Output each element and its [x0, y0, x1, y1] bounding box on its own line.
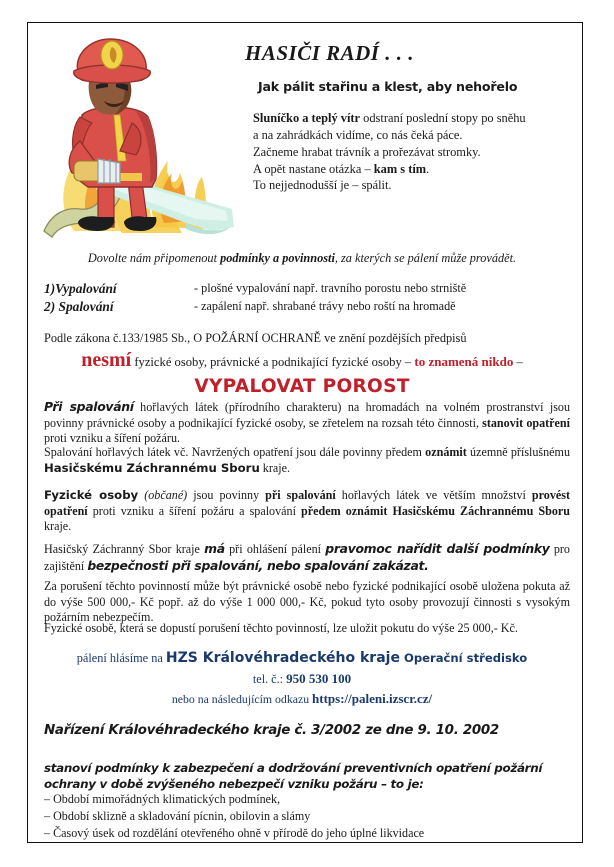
- p3-bi2: pravomoc nařídit další podmínky: [325, 541, 550, 556]
- page-subtitle: Jak pálit stařinu a klest, aby nehořelo: [258, 79, 518, 94]
- definition-label: 2) Spalování: [44, 299, 114, 314]
- red-tail: –: [513, 355, 523, 369]
- definition-desc: - plošné vypalování např. travního porostu nebo strniště: [194, 281, 467, 295]
- p2-mid3: proti vzniku a šíření požáru a spalování: [87, 503, 302, 518]
- lead-paragraph: [233, 110, 578, 194]
- list-item: – Období mimořádných klimatických podmínek,: [44, 792, 281, 806]
- contact-block: [28, 648, 576, 708]
- lead-line2: a na zahrádkách vidíme, co nás čeká páce.: [253, 127, 463, 142]
- header-block: [233, 41, 578, 194]
- law-reference: Podle zákona č.133/1985 Sb., O POŽÁRNÍ OCHRANĚ ve znění pozdějších předpisů: [44, 331, 467, 345]
- p2-italic: (občané): [138, 488, 188, 502]
- contact-department: Operační středisko: [399, 651, 528, 665]
- p3-mid2: pro zajištění: [44, 542, 570, 573]
- link-pre: nebo na následujícím odkazu: [171, 691, 313, 706]
- red-nesmi-word: nesmí: [81, 349, 132, 371]
- p1-heading: Při spalování: [44, 399, 134, 414]
- p2-bold2: při spalování: [265, 488, 336, 502]
- p1b-mid: územně příslušnému: [466, 445, 571, 459]
- contact-phone-line: [28, 669, 576, 689]
- p3-bi1: má: [204, 541, 225, 556]
- p1-bold: stanovit opatření: [482, 415, 570, 430]
- lead-line3: Začneme hrabat trávník a prořezávat stromky.: [253, 144, 481, 159]
- helmet-icon: [74, 39, 150, 83]
- red-middle-text: fyzické osoby, právnické a podnikající fyzické osoby –: [131, 355, 415, 369]
- red-emphasis: to znamená nikdo: [414, 354, 514, 369]
- lead-line4-post: .: [426, 161, 430, 176]
- invitation-post: , za kterých se pálení může provádět.: [334, 251, 517, 265]
- p1-body: hořlavých látek (přírodního charakteru) na hromadách na volném prostranství jsou povinny právnické osoby a podnikající fyzické osoby, se zřetelem na rozsah této činnosti,: [44, 400, 571, 430]
- lead-line1-bold: Sluníčko a teplý vítr: [253, 111, 361, 125]
- p1b-bold2: Hasičskému Záchrannému Sboru: [44, 460, 260, 475]
- paragraph-pokuty-fyzicke: Fyzické osobě, která se dopustí porušení těchto povinností, lze uložit pokutu do výše 25 000,- Kč.: [44, 621, 518, 635]
- p3-mid1: při ohlášení pálení: [224, 542, 326, 556]
- p1b-pre: Spalování hořlavých látek vč. Navržených opatření jsou dále povinny předem: [44, 445, 426, 459]
- p1-tail: proti vzniku a šíření požáru.: [44, 431, 181, 446]
- p2-tail: kraje.: [44, 519, 72, 534]
- p2-mid2: hořlavých látek ve větším množství: [335, 488, 532, 502]
- paragraph-pokuty-pravnicke: Za porušení těchto povinností může být právnické osobě nebo fyzické podnikající osobě uložena pokuta až do výše 500 000,- Kč popř. až do výše 1 000 000,- Kč, pokud tyto osoby provozují činnosti s vysokým požárním nebezpečím.: [44, 579, 570, 625]
- definition-desc: - zapálení např. shrabané trávy nebo roští na hromadě: [194, 299, 456, 313]
- red-warning-line: [28, 349, 576, 372]
- definition-label: 1)Vypalování: [44, 281, 117, 296]
- paragraph-pravomoc: [44, 541, 570, 574]
- lead-line4-bold: kam s tím: [373, 161, 427, 176]
- nozzle-icon: [74, 159, 120, 183]
- list-item: [44, 299, 572, 315]
- p2-bold1: Fyzické osoby: [44, 488, 139, 502]
- invitation-pre: Dovolte nám připomenout: [87, 251, 221, 265]
- definition-list: [44, 281, 572, 317]
- ordinance-list: [44, 791, 570, 843]
- phone-label: tel. č.:: [252, 672, 287, 686]
- paragraph-fyzicke-osoby: [44, 488, 570, 535]
- invitation-line: [28, 251, 576, 266]
- report-link[interactable]: https://paleni.izscr.cz/: [312, 690, 433, 706]
- contact-authority-line: [28, 648, 576, 669]
- ordinance-title: Nařízení Královéhradeckého kraje č. 3/2002 ze dne 9. 10. 2002: [44, 723, 499, 738]
- firefighter-illustration: [36, 31, 236, 246]
- p1b-tail: kraje.: [259, 460, 290, 475]
- p1b-bold: oznámit: [425, 445, 467, 459]
- p3-pre: Hasičský Záchranný Sbor kraje: [44, 542, 205, 556]
- lead-line5: To nejjednodušší je – spálit.: [253, 178, 392, 193]
- list-item: – Období sklizně a skladování pícnin, obilovin a slámy: [44, 809, 311, 824]
- list-item: [44, 281, 572, 297]
- p3-bi3: bezpečnosti při spalování, nebo spalování zakázat.: [87, 557, 429, 573]
- contact-link-line: [28, 689, 576, 709]
- paragraph-pri-spalovani: [44, 399, 570, 447]
- list-item: – Časový úsek od rozdělání otevřeného ohně v přírodě do jeho úplné likvidace: [44, 826, 425, 841]
- p2-bold3: provést opatření: [44, 488, 570, 518]
- page-title: HASIČI RADÍ . . .: [245, 41, 414, 65]
- paragraph-oznameni: [44, 445, 570, 476]
- contact-authority: HZS Královéhradeckého kraje: [165, 650, 400, 666]
- lead-line4-pre: A opět nastane otázka –: [253, 161, 374, 176]
- invitation-bold: podmínky a povinnosti: [220, 251, 335, 265]
- poster-page: [27, 22, 583, 843]
- lead-line1-rest: odstraní poslední stopy po sněhu: [360, 111, 526, 125]
- ordinance-subtitle: stanoví podmínky k zabezpečení a dodržování preventivních opatření požární ochrany v době zvýšeného nebezpečí vzniku požáru – to je:: [44, 761, 543, 791]
- red-headline: VYPALOVAT POROST: [194, 376, 410, 397]
- p2-bold4: předem oznámit Hasičskému Záchrannému Sboru: [301, 503, 570, 518]
- red-warning-block: [28, 349, 576, 397]
- p2-mid1: jsou povinny: [187, 488, 266, 502]
- phone-number[interactable]: 950 530 100: [286, 671, 352, 686]
- contact-pre: pálení hlásíme na: [76, 651, 166, 665]
